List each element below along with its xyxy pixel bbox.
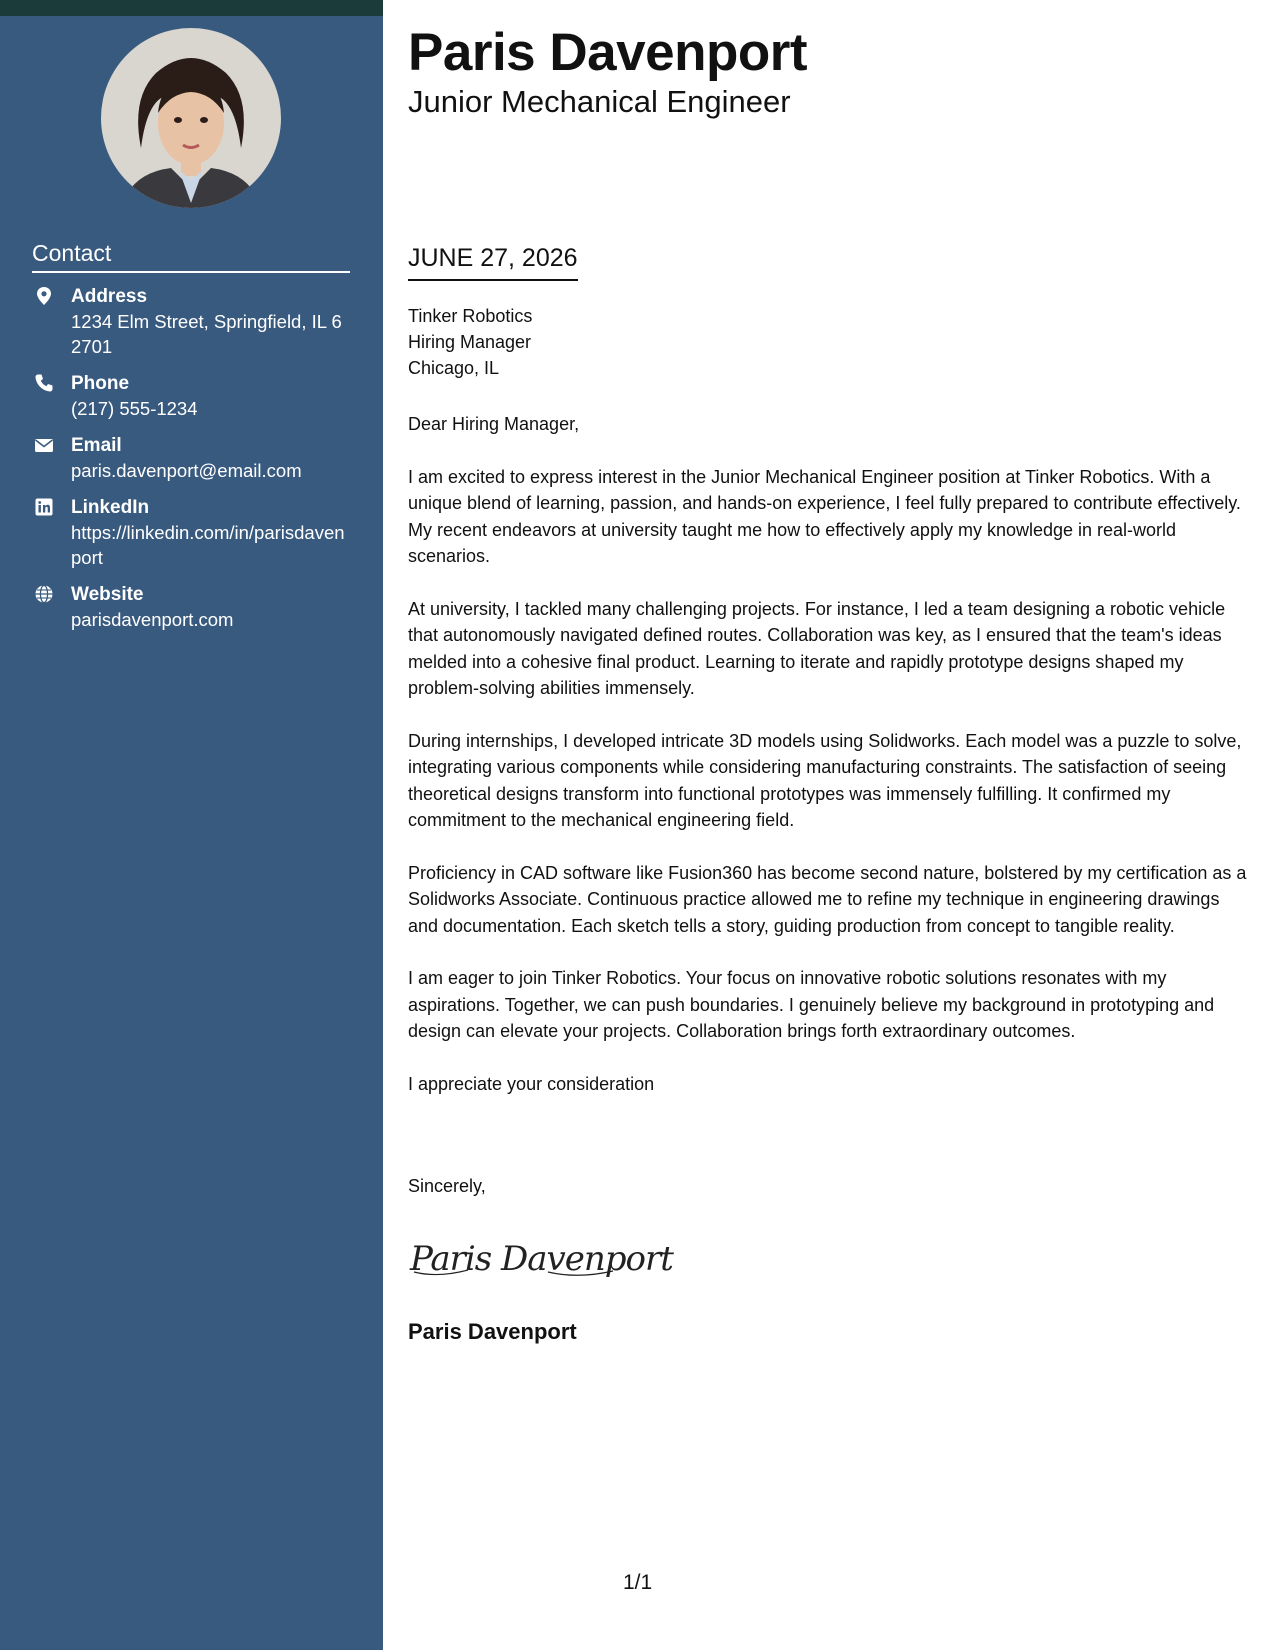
body-paragraph: I appreciate your consideration [408,1073,655,1094]
sidebar [0,0,383,1650]
applicant-job-title: Junior Mechanical Engineer [408,84,791,119]
body-paragraph: Proficiency in CAD software like Fusion360 has become second nature, bolstered by my certification as a Solidworks Associate. Continuous practice allowed me to refine my technique in engineering drawings and documentation. Each sketch tells a story, guiding production from concept to tangible reality. [408,862,1247,936]
page-number: 1/1 [623,1571,653,1594]
contact-linkedin-value[interactable]: https://linkedin.com/in/parisdavenport [71,522,345,568]
phone-icon [34,373,54,393]
closing: Sincerely, [408,1176,486,1196]
contact-email-label: Email [71,435,122,456]
contact-email-value: paris.davenport@email.com [71,460,302,481]
letter-date: JUNE 27, 2026 [408,244,578,281]
body-paragraph: I am excited to express interest in the Junior Mechanical Engineer position at Tinker Robotics. With a unique blend of learning, passion, and hands-on experience, I feel fully prepared to contribute effectively. My recent endeavors at university taught me how to effectively apply my knowledge in real-world scenarios. [408,466,1241,566]
envelope-icon [34,435,54,455]
contact-website-label: Website [71,584,144,605]
sidebar-top-bar [0,0,383,16]
handwritten-signature [408,1232,678,1287]
signer-name: Paris Davenport [408,1319,577,1344]
contact-email [32,433,352,483]
contact-address [32,284,352,359]
svg-text:Paris Davenport: Paris Davenport [410,1239,673,1279]
globe-icon [34,584,54,604]
contact-phone [32,371,352,421]
recipient-location: Chicago, IL [408,358,500,378]
contact-address-value: 1234 Elm Street, Springfield, IL 62701 [71,311,342,357]
contact-list [32,284,352,644]
applicant-name: Paris Davenport [408,23,807,82]
body-paragraph: During internships, I developed intricate 3D models using Solidworks. Each model was a puzzle to solve, integrating various components while considering manufacturing constraints. The satisfaction of seeing theoretical designs transform into functional prototypes was immensely fulfilling. It confirmed my commitment to the mechanical engineering field. [408,730,1242,830]
contact-phone-label: Phone [71,373,130,394]
contact-website-value[interactable]: parisdavenport.com [71,609,234,630]
contact-website [32,582,352,632]
profile-photo [101,28,281,208]
recipient-company: Tinker Robotics [408,306,533,326]
map-pin-icon [34,286,54,306]
contact-address-label: Address [71,286,148,307]
contact-phone-value: (217) 555-1234 [71,398,198,419]
body-paragraph: I am eager to join Tinker Robotics. Your focus on innovative robotic solutions resonates with my aspirations. Together, we can push boundaries. I genuinely believe my background in prototyping and design can elevate your projects. Collaboration brings forth extraordinary outcomes. [408,968,1215,1041]
linkedin-icon [34,497,54,517]
recipient-role: Hiring Manager [408,332,532,352]
letter-body [408,411,1253,1123]
contact-linkedin-label: LinkedIn [71,497,150,518]
contact-heading: Contact [32,240,350,273]
contact-linkedin [32,495,352,570]
recipient-block [408,303,532,381]
salutation: Dear Hiring Manager, [408,414,580,434]
body-paragraph: At university, I tackled many challenging projects. For instance, I led a team designing a robotic vehicle that autonomously navigated defined routes. Collaboration was key, as I ensured that the team's ideas melded into a cohesive final product. Learning to iterate and rapidly prototype designs shaped my problem-solving abilities immensely. [408,598,1226,698]
